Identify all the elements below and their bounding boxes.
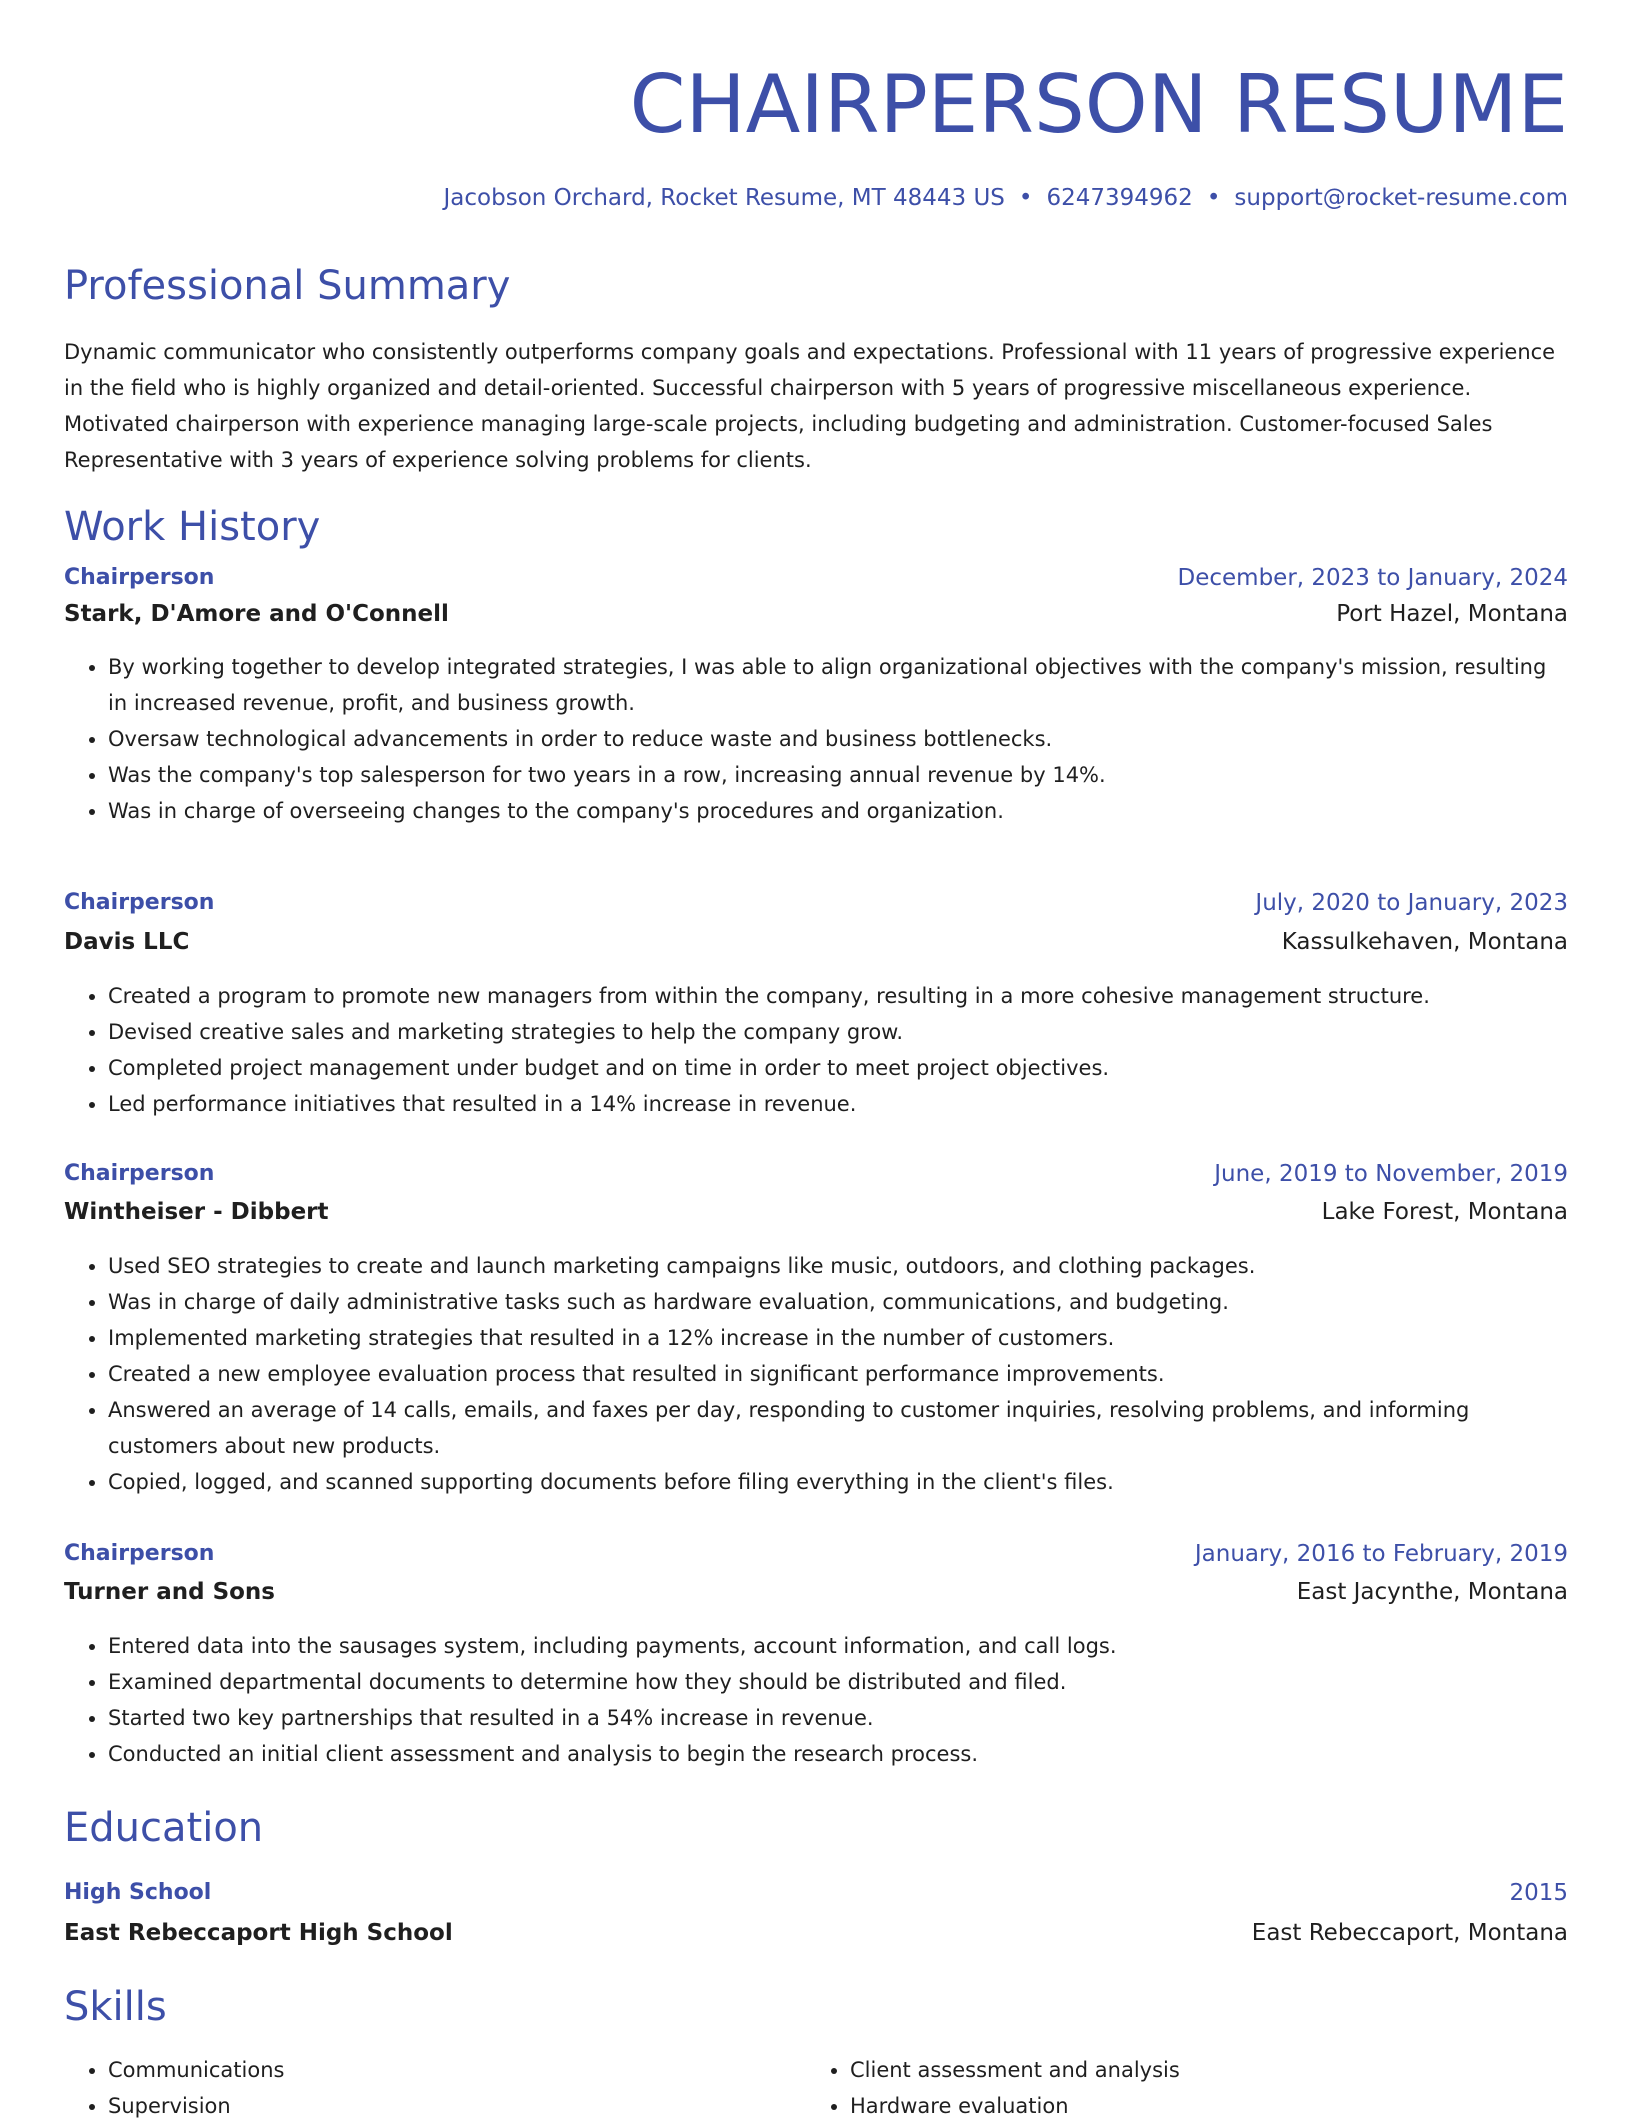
list-item: • Led performance initiatives that resulted in a 14% increase in revenue. <box>108 1086 1568 1122</box>
job-dates: July, 2020 to January, 2023 <box>1255 890 1568 916</box>
skills-list-left <box>64 2052 764 2124</box>
list-item: • Entered data into the sausages system, including payments, account information, and call logs. <box>108 1628 1568 1664</box>
job-company-row <box>64 923 1568 961</box>
summary-text: Dynamic communicator who consistently outperforms company goals and expectations. Professional with 11 years of progressive experience in the field who is highly organized and detail-oriented. Successful chairperson with 5 years of progressive miscellaneous experience. Motivated chairperson with experience managing large-scale projects, including budgeting and administration. Customer-focused Sales Representative with 3 years of experience solving problems for clients. <box>64 340 1556 472</box>
contact-address: Jacobson Orchard, Rocket Resume, MT 48443 US <box>443 185 1005 211</box>
list-item: • Examined departmental documents to determine how they should be distributed and filed. <box>108 1664 1568 1700</box>
skills-list-right <box>806 2052 1506 2124</box>
job-bullets <box>64 1628 1568 1772</box>
skills-heading: Skills <box>64 1984 167 2030</box>
list-item: • Completed project management under budget and on time in order to meet project objectives. <box>108 1050 1568 1086</box>
summary-heading: Professional Summary <box>64 263 511 309</box>
education-location: East Rebeccaport, Montana <box>1251 1920 1568 1946</box>
job-location: Kassulkehaven, Montana <box>1281 929 1568 955</box>
education-degree: High School <box>64 1880 212 1905</box>
job-company-row <box>64 1573 1568 1611</box>
job-dates: June, 2019 to November, 2019 <box>1214 1161 1568 1187</box>
skill-item: • Client assessment and analysis <box>850 2052 1506 2088</box>
job-title: Chairperson <box>64 1541 215 1566</box>
list-item: • Was the company's top salesperson for two years in a row, increasing annual revenue by 14%. <box>108 757 1568 793</box>
contact-email: support@rocket-resume.com <box>1234 185 1568 211</box>
list-item: • Copied, logged, and scanned supporting documents before filing everything in the client's files. <box>108 1464 1568 1500</box>
job-title: Chairperson <box>64 1161 215 1186</box>
job-company: Davis LLC <box>64 929 190 955</box>
list-item: • Used SEO strategies to create and launch marketing campaigns like music, outdoors, and clothing packages. <box>108 1248 1568 1284</box>
contact-phone: 6247394962 <box>1046 185 1193 211</box>
job-dates: January, 2016 to February, 2019 <box>1194 1541 1568 1567</box>
list-item: • Conducted an initial client assessment and analysis to begin the research process. <box>108 1736 1568 1772</box>
list-item: • Oversaw technological advancements in order to reduce waste and business bottlenecks. <box>108 721 1568 757</box>
list-item: • Started two key partnerships that resulted in a 54% increase in revenue. <box>108 1700 1568 1736</box>
job-header-row <box>64 884 1568 922</box>
resume-title: CHAIRPERSON RESUME <box>629 58 1568 151</box>
list-item: • Implemented marketing strategies that resulted in a 12% increase in the number of customers. <box>108 1320 1568 1356</box>
education-school-row <box>64 1914 1568 1952</box>
skill-item: • Hardware evaluation <box>850 2088 1506 2124</box>
list-item: • Devised creative sales and marketing strategies to help the company grow. <box>108 1014 1568 1050</box>
contact-separator: • <box>1206 185 1221 211</box>
list-item: • Was in charge of overseeing changes to the company's procedures and organization. <box>108 793 1568 829</box>
skill-item: • Supervision <box>108 2088 764 2124</box>
job-dates: December, 2023 to January, 2024 <box>1177 565 1568 591</box>
education-header-row <box>64 1874 1568 1912</box>
work-history-heading: Work History <box>64 504 321 550</box>
job-company: Stark, D'Amore and O'Connell <box>64 601 449 627</box>
job-company-row <box>64 595 1568 633</box>
education-school: East Rebeccaport High School <box>64 1920 453 1946</box>
list-item: • Created a new employee evaluation process that resulted in significant performance improvements. <box>108 1356 1568 1392</box>
job-header-row <box>64 559 1568 597</box>
job-company: Turner and Sons <box>64 1579 275 1605</box>
job-company: Wintheiser - Dibbert <box>64 1199 329 1225</box>
job-header-row <box>64 1155 1568 1193</box>
job-bullets <box>64 978 1568 1122</box>
job-company-row <box>64 1193 1568 1231</box>
list-item: • Created a program to promote new managers from within the company, resulting in a more cohesive management structure. <box>108 978 1568 1014</box>
skill-item: • Communications <box>108 2052 764 2088</box>
job-bullets <box>64 1248 1568 1500</box>
list-item: • By working together to develop integrated strategies, I was able to align organizational objectives with the company's mission, resulting in increased revenue, profit, and business growth. <box>108 649 1568 721</box>
contact-line <box>444 178 1568 218</box>
list-item: • Answered an average of 14 calls, emails, and faxes per day, responding to customer inquiries, resolving problems, and informing customers about new products. <box>108 1392 1568 1464</box>
job-title: Chairperson <box>64 565 215 590</box>
job-location: Lake Forest, Montana <box>1321 1199 1568 1225</box>
education-year: 2015 <box>1509 1880 1568 1906</box>
job-header-row <box>64 1535 1568 1573</box>
education-heading: Education <box>64 1805 264 1851</box>
job-location: East Jacynthe, Montana <box>1296 1579 1568 1605</box>
job-location: Port Hazel, Montana <box>1336 601 1568 627</box>
job-title: Chairperson <box>64 890 215 915</box>
contact-separator: • <box>1018 185 1033 211</box>
job-bullets <box>64 649 1568 829</box>
list-item: • Was in charge of daily administrative tasks such as hardware evaluation, communications, and budgeting. <box>108 1284 1568 1320</box>
